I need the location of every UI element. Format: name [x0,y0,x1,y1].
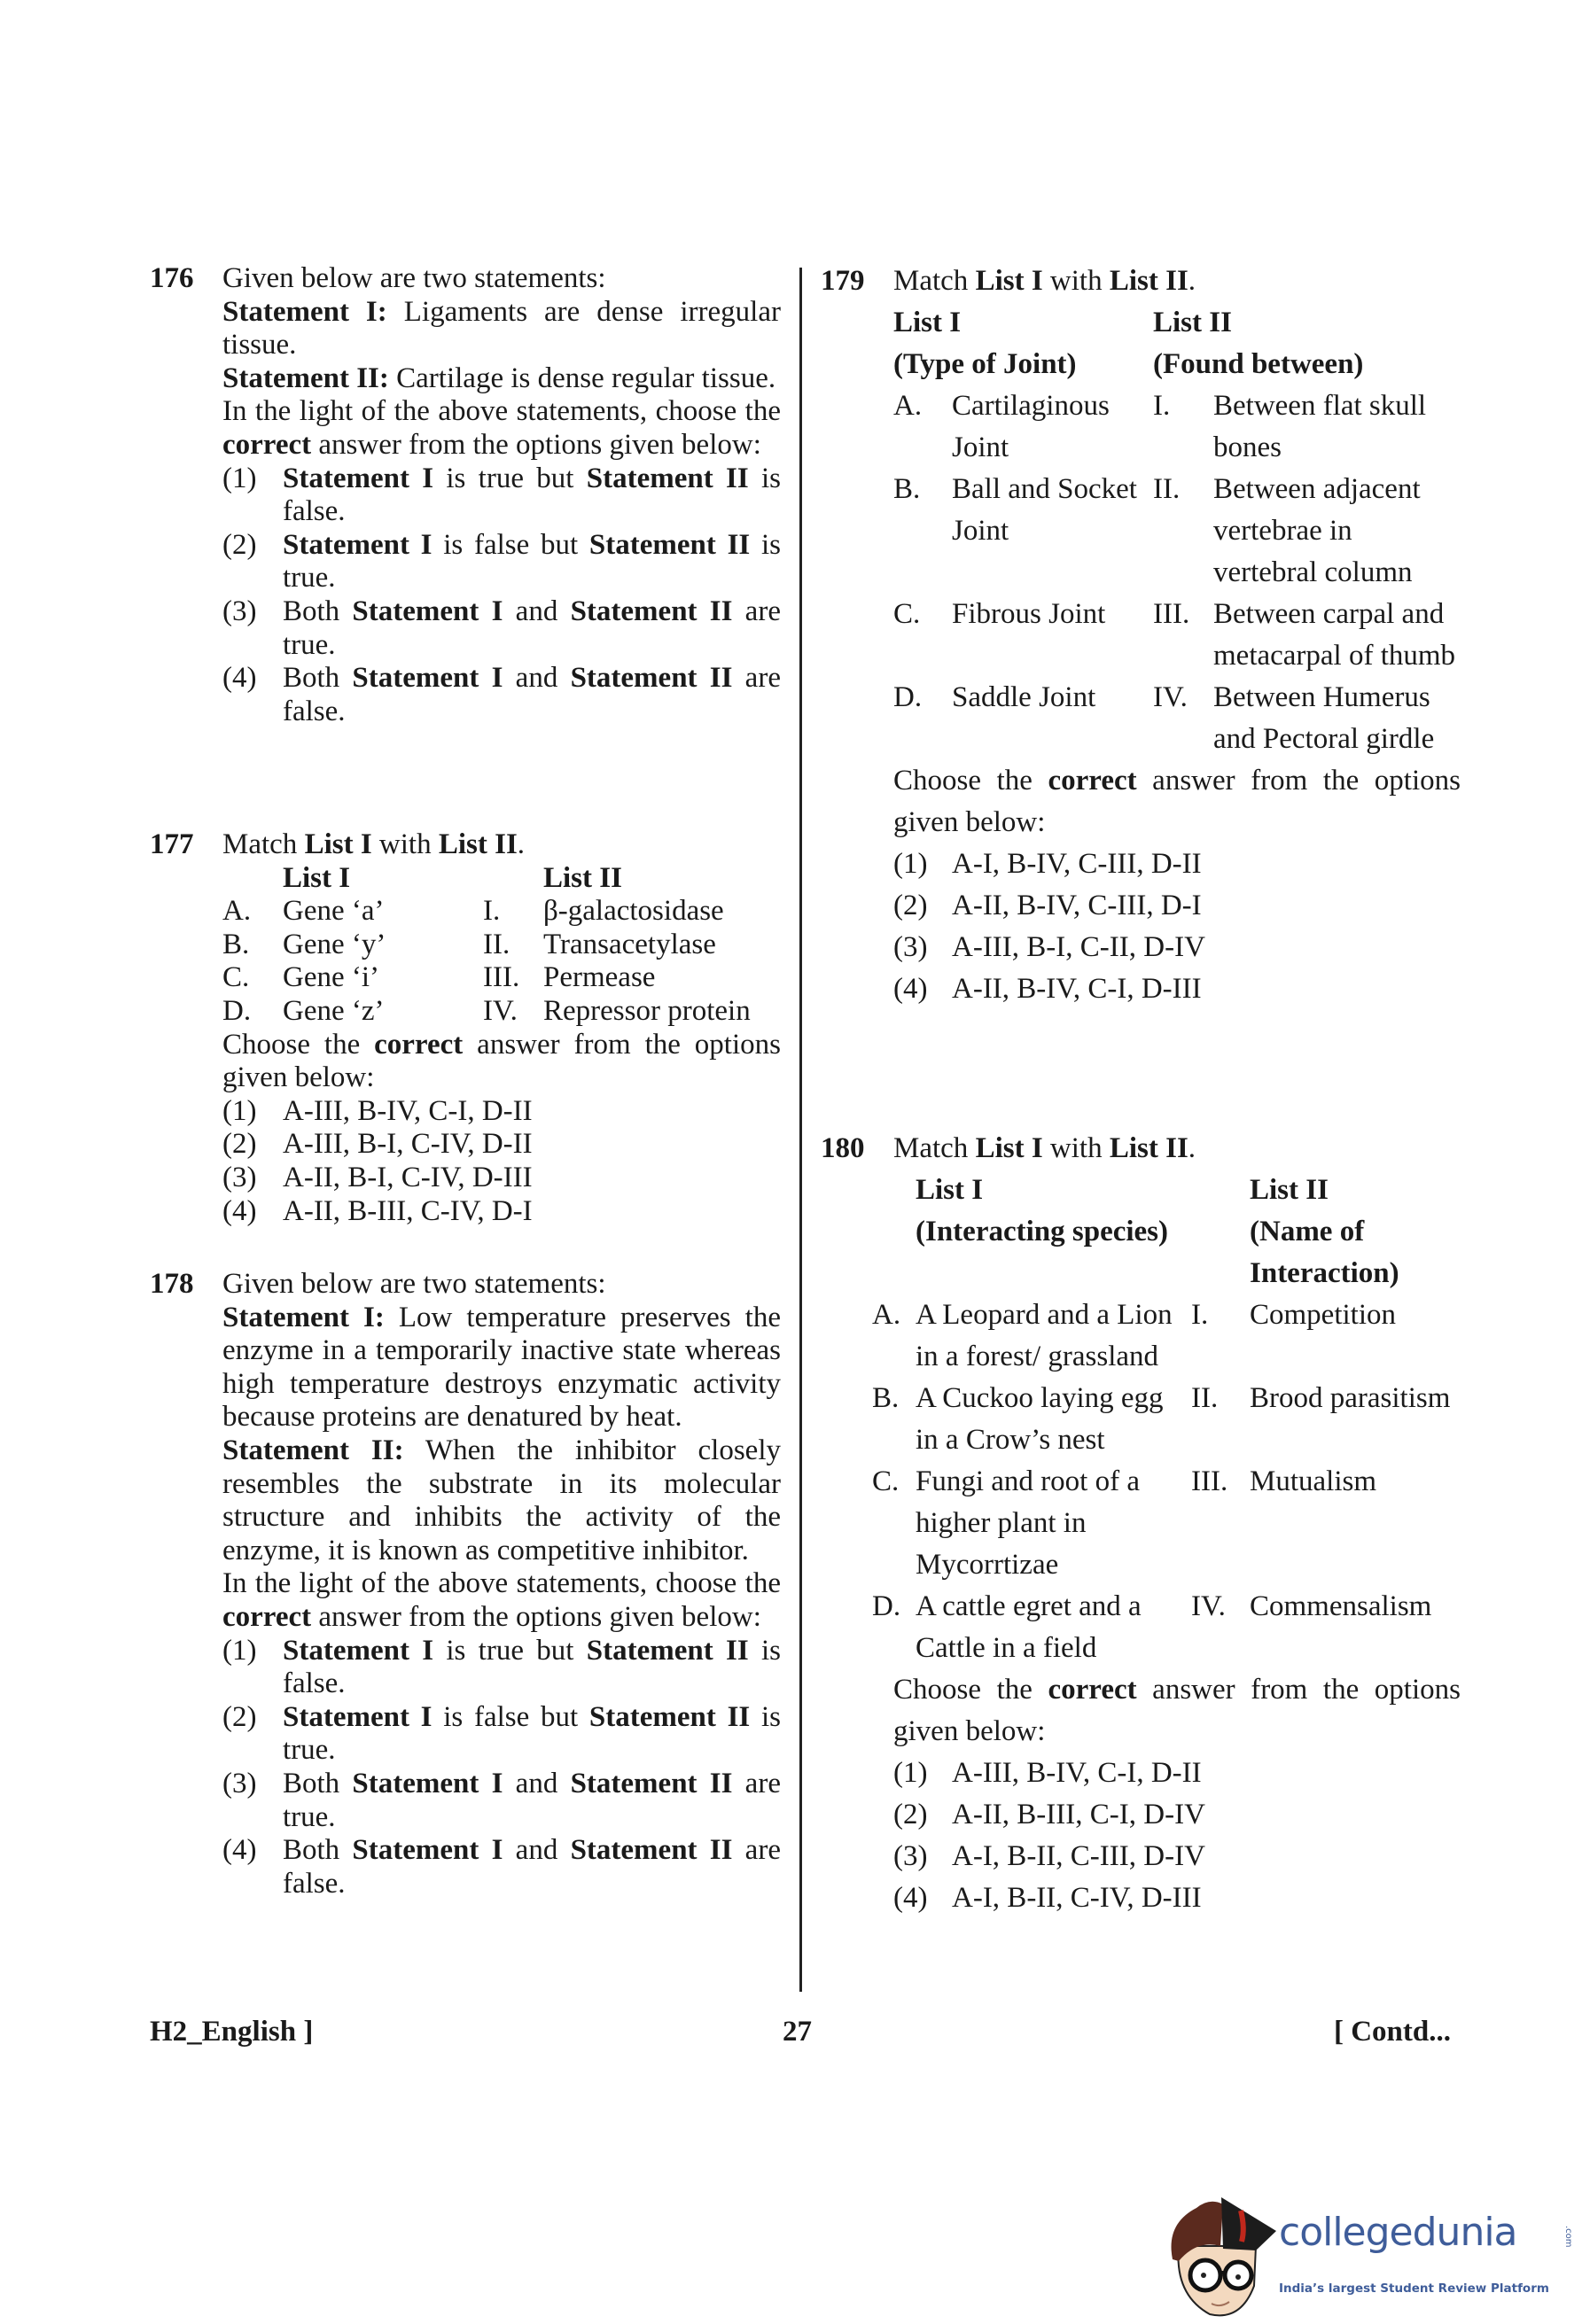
footer-contd: [ Contd... [1333,2016,1451,2048]
question-intro [893,1128,1461,1170]
list-1-subheader: (Interacting species) [916,1216,1169,1247]
question-body [893,260,1461,1010]
text-segment: is true but [433,462,587,494]
answer-option[interactable] [222,1834,781,1900]
option-text: A-I, B-IV, C-III, D-II [952,848,1202,880]
choose-instruction [893,1669,1461,1753]
question-number: 180 [821,1132,865,1164]
option-text: A-III, B-I, C-IV, D-II [283,1128,533,1161]
answer-option[interactable] [222,529,781,595]
text-segment: answer from the options given below: [893,1674,1461,1747]
text-segment: List I [975,265,1043,297]
list-2-item: Repressor protein [543,994,751,1027]
list-1-item: Ball and Socket Joint [952,473,1137,547]
text-segment: are true. [283,595,781,661]
list-1-letter: B. [872,1382,900,1414]
option-number: (2) [222,528,257,561]
option-number: (3) [893,1840,928,1872]
list-1-letter: C. [893,598,921,630]
list-2-item: Mutualism [1250,1465,1377,1497]
text-segment: . [1188,265,1196,297]
option-text [283,462,781,529]
option-text: A-II, B-III, C-IV, D-I [283,1194,533,1227]
text-segment: Statement I: [222,295,387,328]
option-number: (1) [222,1094,257,1127]
answer-option[interactable] [222,1162,781,1195]
answer-option[interactable] [222,595,781,662]
text-segment: correct [374,1028,464,1061]
text-segment: Both [283,1767,353,1799]
text-segment: Statement I [352,595,503,627]
question-intro [222,828,781,862]
answer-option[interactable] [222,1701,781,1768]
text-segment: Statement I: [222,1301,385,1333]
question-body [222,1268,781,1900]
option-number: (4) [222,1194,257,1227]
logo-wordmark: collegedunia [1279,2210,1517,2255]
text-segment: List I [975,1132,1043,1164]
collegedunia-logo [1152,2162,1582,2324]
spacer [872,1170,916,1294]
list-1-item: Cartilaginous Joint [952,390,1110,463]
answer-option[interactable] [222,662,781,728]
list-1-letter: A. [893,390,923,422]
text-segment: is true but [433,1634,587,1667]
question-number: 176 [150,262,194,294]
option-text [283,1768,781,1834]
option-text [283,529,781,595]
option-number: (4) [893,1882,928,1914]
option-text: A-III, B-IV, C-I, D-II [283,1094,533,1127]
list-1-item: Saddle Joint [952,681,1096,713]
text-segment: are false. [283,1834,781,1900]
list-2-item: Between adjacent vertebrae in vertebral column [1213,473,1421,588]
list-2-item: Transacetylase [543,928,716,960]
list-1-item: Fungi and root of a higher plant in Mycorrtizae [916,1465,1140,1581]
text-segment: Statement II: [222,361,389,394]
text-segment: with [1042,1132,1110,1164]
text-segment: Ligaments are dense irregular tissue. [222,295,781,361]
option-text: A-II, B-IV, C-III, D-I [952,890,1202,921]
question-number: 179 [821,265,865,297]
text-segment: Statement I [283,528,433,561]
option-text: A-I, B-II, C-III, D-IV [952,1840,1205,1872]
list-1-letter: B. [893,473,921,505]
list-1-header: List I [893,307,962,338]
text-segment: Statement II [570,1767,733,1799]
list-1-item: A Cuckoo laying egg in a Crow’s nest [916,1382,1164,1456]
list-1-letter: D. [222,994,252,1027]
logo-tagline: India’s largest Student Review Platform [1279,2281,1549,2296]
statement-1 [222,296,781,362]
list-1-letter: D. [872,1590,901,1622]
text-segment: Statement II [570,1834,733,1867]
list-2-numeral: I. [483,895,501,928]
option-number: (4) [222,662,257,695]
text-segment: When the inhibitor closely resembles the substrate in its molecular structure and inhibits the activity of the enzyme, it is known as competitive inhibitor. [222,1434,781,1566]
list-2-item: β-galactosidase [543,895,724,928]
option-number: (1) [893,1757,928,1789]
footer-paper-code: H2_English ] [150,2016,314,2048]
text-segment: List II [438,828,518,860]
list-1-item: Gene ‘a’ [283,895,385,928]
text-segment: is true. [283,528,781,595]
option-text: A-III, B-I, C-II, D-IV [952,931,1205,963]
answer-option[interactable] [893,1836,1461,1877]
text-segment: is true. [283,1700,781,1767]
spacer [1191,1170,1250,1294]
text-segment: Statement I [352,1767,503,1799]
list-1-header: List I [916,1174,984,1206]
text-segment: correct [222,1600,312,1633]
option-number: (1) [893,848,928,880]
option-number: (1) [222,1634,257,1667]
answer-option[interactable] [893,1877,1461,1919]
statement-2 [222,362,781,396]
list-1-item: Gene ‘y’ [283,928,386,960]
choose-instruction [222,1029,781,1095]
answer-option[interactable] [893,1794,1461,1836]
list-1-item: A cattle egret and a Cattle in a field [916,1590,1142,1664]
question-body [222,828,781,1228]
text-segment: answer from the options given below: [311,1600,761,1633]
list-2-header-block [1250,1170,1461,1294]
list-1-letter: A. [872,1299,901,1331]
list-2-subheader: (Name of Interaction) [1250,1216,1399,1289]
text-segment: Statement II [586,462,749,494]
answer-option[interactable] [222,1768,781,1834]
logo-suffix: .com [1563,2226,1573,2248]
answer-option[interactable] [893,968,1461,1010]
question-instruction [222,1567,781,1634]
answer-option[interactable] [222,1635,781,1701]
student-mascot-icon [1157,2162,1276,2324]
list-2-item: Brood parasitism [1250,1382,1451,1414]
text-segment: Statement II [586,1634,749,1667]
text-segment: Choose the [222,1028,375,1061]
text-segment: and [503,595,571,627]
match-table [222,862,781,1029]
text-segment: and [503,1834,571,1867]
text-segment: correct [1048,1674,1137,1706]
list-2-numeral: IV. [1153,681,1188,713]
option-number: (2) [893,1799,928,1830]
text-segment: Statement II [588,528,751,561]
answer-option[interactable] [893,843,1461,885]
option-number: (2) [893,890,928,921]
option-text [283,662,781,728]
statement-1 [222,1302,781,1434]
list-2-numeral: I. [1153,390,1171,422]
text-segment: and [503,662,571,695]
text-segment: Statement I [352,662,503,695]
list-1-letter: B. [222,928,250,960]
option-number: (3) [222,1767,257,1799]
list-2-header: List II [1153,307,1232,338]
text-segment: Statement II [570,662,733,695]
question-intro: Given below are two statements: [222,1268,606,1300]
spacer [483,862,543,896]
text-segment: correct [1048,765,1137,797]
option-number: (2) [222,1128,257,1161]
list-1-item: A Leopard and a Lion in a forest/ grassland [916,1299,1173,1372]
question-number: 178 [150,1268,194,1300]
text-segment: Low temperature preserves the enzyme in a temporarily inactive state whereas high temperature destroys enzymatic activity because proteins are denatured by heat. [222,1301,781,1434]
text-segment: with [1042,265,1110,297]
text-segment: Statement II [588,1700,751,1733]
list-1-letter: A. [222,895,252,928]
option-number: (3) [222,1161,257,1193]
question-number: 177 [150,828,194,860]
list-1-header-block [916,1170,1191,1294]
option-text [283,1834,781,1900]
text-segment: Cartilage is dense regular tissue. [388,361,776,394]
list-2-item: Between Humerus and Pectoral girdle [1213,681,1435,755]
option-text: A-I, B-II, C-IV, D-III [952,1882,1202,1914]
list-1-item: Fibrous Joint [952,598,1106,630]
text-segment: List II [1109,265,1188,297]
text-segment: Match [222,828,305,860]
text-segment: Statement II [570,595,733,627]
text-segment: List I [304,828,372,860]
text-segment: are false. [283,662,781,727]
text-segment: In the light of the above statements, choose the [222,395,781,428]
list-2-numeral: II. [1191,1382,1219,1414]
list-2-item: Permease [543,961,656,994]
list-2-numeral: I. [1191,1299,1209,1331]
list-2-item: Between flat skull bones [1213,390,1427,463]
text-segment: List II [1109,1132,1188,1164]
text-segment: and [503,1767,571,1799]
option-number: (3) [222,595,257,627]
text-segment: are true. [283,1767,781,1833]
list-1-subheader: (Type of Joint) [893,348,1077,380]
list-1-item: Gene ‘z’ [283,994,385,1027]
list-2-numeral: II. [483,928,510,960]
text-segment: Statement I [352,1834,503,1867]
column-divider [799,268,802,1992]
list-1-letter: C. [222,961,250,994]
text-segment: Statement I [283,1634,434,1667]
text-segment: is false. [283,1634,781,1700]
text-segment: Both [283,662,353,695]
list-2-item: Competition [1250,1299,1396,1331]
answer-option[interactable] [222,1128,781,1162]
text-segment: answer from the options given below: [222,1028,781,1094]
text-segment: Statement II: [222,1434,404,1466]
question-body [872,1128,1461,1919]
option-number: (2) [222,1700,257,1733]
option-text [283,1701,781,1768]
list-1-header: List I [283,861,351,894]
statement-2 [222,1434,781,1567]
list-2-item: Between carpal and metacarpal of thumb [1213,598,1456,672]
question-body [222,262,781,728]
option-number: (4) [222,1834,257,1867]
answer-option[interactable] [222,1195,781,1229]
text-segment: Match [893,1132,976,1164]
list-1-letter: D. [893,681,923,713]
question-instruction [222,395,781,462]
match-table [893,302,1461,760]
option-text: A-II, B-I, C-IV, D-III [283,1161,533,1193]
list-2-item: Commensalism [1250,1590,1432,1622]
spacer [222,862,283,896]
text-segment: Choose the [893,765,1048,797]
text-segment: Both [283,595,353,627]
option-text: A-II, B-III, C-I, D-IV [952,1799,1205,1830]
text-segment: answer from the options given below: [311,428,761,461]
match-table [872,1170,1461,1669]
text-segment: correct [222,428,312,461]
text-segment: In the light of the above statements, choose the [222,1567,781,1600]
text-segment: . [1188,1132,1196,1164]
footer-page-number: 27 [783,2016,812,2048]
text-segment: Statement I [283,1700,433,1733]
option-number: (1) [222,462,257,494]
list-2-subheader: (Found between) [1153,348,1364,380]
list-1-item: Gene ‘i’ [283,961,380,994]
answer-option[interactable] [222,462,781,529]
text-segment: Match [893,265,976,297]
list-1-letter: C. [872,1465,900,1497]
list-2-numeral: II. [1153,473,1181,505]
list-2-numeral: IV. [483,994,518,1027]
option-text: A-III, B-IV, C-I, D-II [952,1757,1202,1789]
text-segment: with [371,828,439,860]
list-2-header: List II [543,861,622,894]
list-2-numeral: IV. [1191,1590,1226,1622]
option-text [283,1635,781,1701]
answer-option[interactable] [893,885,1461,927]
option-number: (3) [893,931,928,963]
text-segment: is false but [432,1700,589,1733]
option-text [283,595,781,662]
list-2-numeral: III. [483,961,520,994]
answer-option[interactable] [893,1753,1461,1794]
option-text: A-II, B-IV, C-I, D-III [952,973,1202,1005]
list-2-numeral: III. [1153,598,1190,630]
answer-option[interactable] [222,1095,781,1129]
question-intro: Given below are two statements: [222,262,606,294]
list-2-header: List II [1250,1174,1329,1206]
choose-instruction [893,760,1461,843]
list-2-numeral: III. [1191,1465,1228,1497]
text-segment: is false but [432,528,589,561]
question-intro [893,260,1461,302]
text-segment: Choose the [893,1674,1048,1706]
text-segment: Both [283,1834,353,1867]
option-number: (4) [893,973,928,1005]
answer-option[interactable] [893,927,1461,968]
text-segment: answer from the options given below: [893,765,1461,838]
text-segment: . [517,828,526,860]
text-segment: is false. [283,462,781,528]
text-segment: Statement I [283,462,434,494]
